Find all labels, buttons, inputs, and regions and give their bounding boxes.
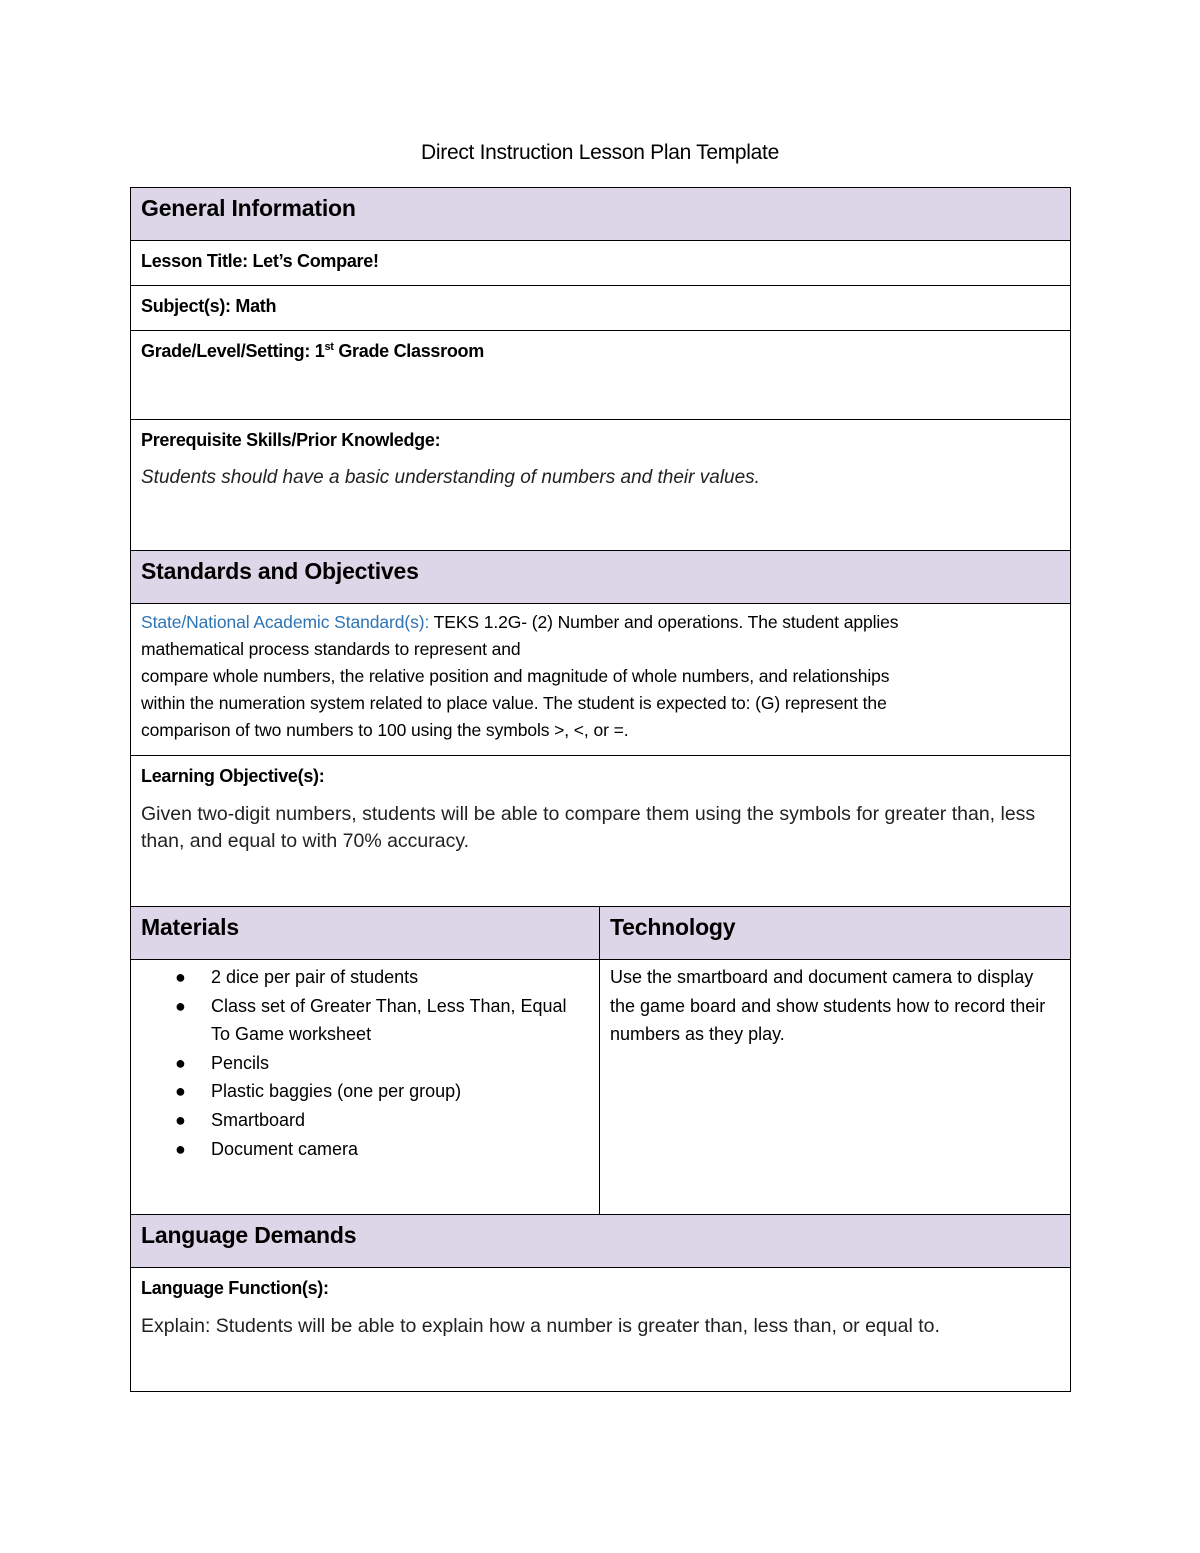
language-demands-heading: Language Demands <box>141 1222 357 1248</box>
standard-line-5: comparison of two numbers to 100 using the symbols >, <, or =. <box>141 720 629 740</box>
language-function-label: Language Function(s): <box>141 1278 329 1298</box>
general-information-header-row <box>131 188 1071 241</box>
prerequisite-row <box>131 420 1071 551</box>
list-item: ● Document camera <box>211 1135 589 1164</box>
standards-heading: Standards and Objectives <box>141 558 419 584</box>
standard-line-3: compare whole numbers, the relative position and magnitude of whole numbers, and relationships <box>141 666 890 686</box>
grade-level-setting <box>141 341 1060 362</box>
bullet-icon: ● <box>175 967 186 987</box>
grade-suffix: Grade Classroom <box>333 341 484 361</box>
list-item: ● Pencils <box>211 1049 589 1078</box>
bullet-icon: ● <box>175 995 186 1016</box>
lesson-plan-table <box>130 187 1071 1392</box>
grade-level-row <box>131 331 1071 420</box>
bullet-icon: ● <box>175 1109 186 1130</box>
materials-heading: Materials <box>141 914 239 940</box>
list-item: ● 2 dice per pair of students <box>211 963 589 992</box>
materials-technology-header-row <box>131 907 1071 960</box>
lesson-title-row <box>131 241 1071 286</box>
language-function-text: Explain: Students will be able to explain how a number is greater than, less than, or equal to. <box>141 1315 940 1337</box>
technology-heading: Technology <box>610 914 736 940</box>
standard-label: State/National Academic Standard(s): <box>141 612 430 632</box>
bullet-icon: ● <box>175 1052 186 1073</box>
learning-objective-label: Learning Objective(s): <box>141 766 325 786</box>
standards-header-row <box>131 551 1071 604</box>
standard-line-1: TEKS 1.2G- (2) Number and operations. The student applies <box>429 612 899 632</box>
grade-ordinal: st <box>324 341 334 353</box>
standard-line-2: mathematical process standards to represent and <box>141 639 521 659</box>
language-function-row <box>131 1268 1071 1392</box>
learning-objective-text: Given two-digit numbers, students will be able to compare them using the symbols for greater than, less than, and equal to with 70% accuracy. <box>141 803 1036 852</box>
standard-line-4: within the numeration system related to place value. The student is expected to: (G) represent the <box>141 693 887 713</box>
bullet-icon: ● <box>175 1138 186 1159</box>
general-information-heading: General Information <box>141 195 356 221</box>
prerequisite-text: Students should have a basic understanding of numbers and their values. <box>141 467 760 488</box>
technology-text: Use the smartboard and document camera to display the game board and show students how to record their numbers as they play. <box>610 967 1046 1045</box>
list-item: ● Smartboard <box>211 1106 589 1135</box>
standards-row <box>131 604 1071 756</box>
materials-technology-row <box>131 960 1071 1215</box>
grade-prefix: Grade/Level/Setting: 1 <box>141 341 325 361</box>
lesson-title: Lesson Title: Let’s Compare! <box>141 251 379 271</box>
bullet-icon: ● <box>175 1081 186 1102</box>
subjects-row <box>131 286 1071 331</box>
list-item: ● Class set of Greater Than, Less Than, Equal To Game worksheet <box>211 992 589 1049</box>
prerequisite-label: Prerequisite Skills/Prior Knowledge: <box>141 430 441 450</box>
language-demands-header-row <box>131 1215 1071 1268</box>
document-title: Direct Instruction Lesson Plan Template <box>421 141 779 164</box>
learning-objective-row <box>131 756 1071 907</box>
subjects: Subject(s): Math <box>141 296 277 316</box>
materials-list <box>141 963 589 1163</box>
list-item: ● Plastic baggies (one per group) <box>211 1077 589 1106</box>
standard-text <box>141 609 1060 744</box>
